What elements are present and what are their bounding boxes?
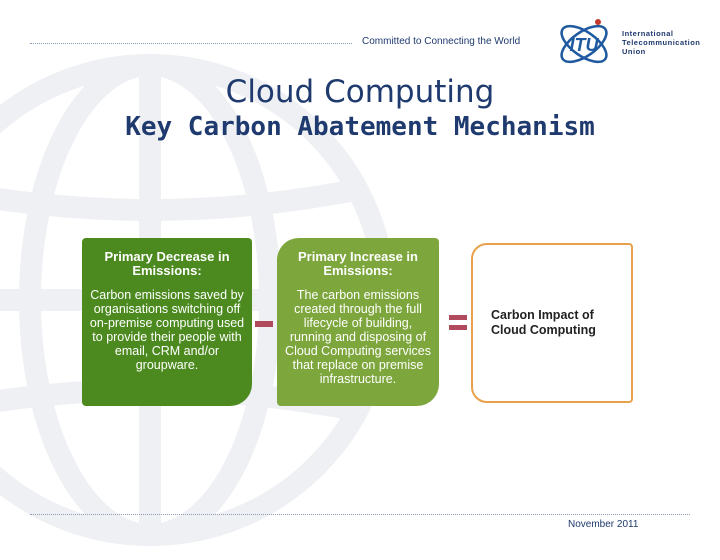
slide-subtitle: Key Carbon Abatement Mechanism xyxy=(125,112,595,142)
footer-divider xyxy=(30,514,690,515)
primary-increase-heading: Primary Increase in Emissions: xyxy=(298,249,418,278)
org-name xyxy=(622,29,700,56)
header-divider xyxy=(30,43,352,44)
primary-decrease-heading: Primary Decrease in Emissions: xyxy=(104,249,230,278)
tagline: Committed to Connecting the World xyxy=(362,36,521,47)
slide-title: Cloud Computing xyxy=(225,74,495,110)
equals-operator-bottom xyxy=(449,325,467,330)
org-name-line-2: Telecommunication xyxy=(622,38,701,47)
carbon-impact-label: Carbon Impact of Cloud Computing xyxy=(491,308,596,337)
minus-operator xyxy=(255,321,273,327)
primary-increase-body: The carbon emissions created through the full lifecycle of building, running and disposing of Cloud Computing services that replace on premise infrastructure. xyxy=(285,288,431,386)
org-name-line-3: Union xyxy=(622,47,646,56)
primary-increase-box xyxy=(277,238,439,406)
org-name-line-1: International xyxy=(622,29,674,38)
equals-operator-top xyxy=(449,315,467,320)
primary-decrease-body: Carbon emissions saved by organisations switching off on-premise computing used to provide their people with email, CRM and/or groupware. xyxy=(89,288,245,372)
itu-logo-text: ITU xyxy=(569,35,599,55)
carbon-impact-box xyxy=(471,243,633,403)
footer-date: November 2011 xyxy=(568,519,639,530)
itu-logo xyxy=(552,12,616,76)
primary-decrease-box xyxy=(82,238,252,406)
